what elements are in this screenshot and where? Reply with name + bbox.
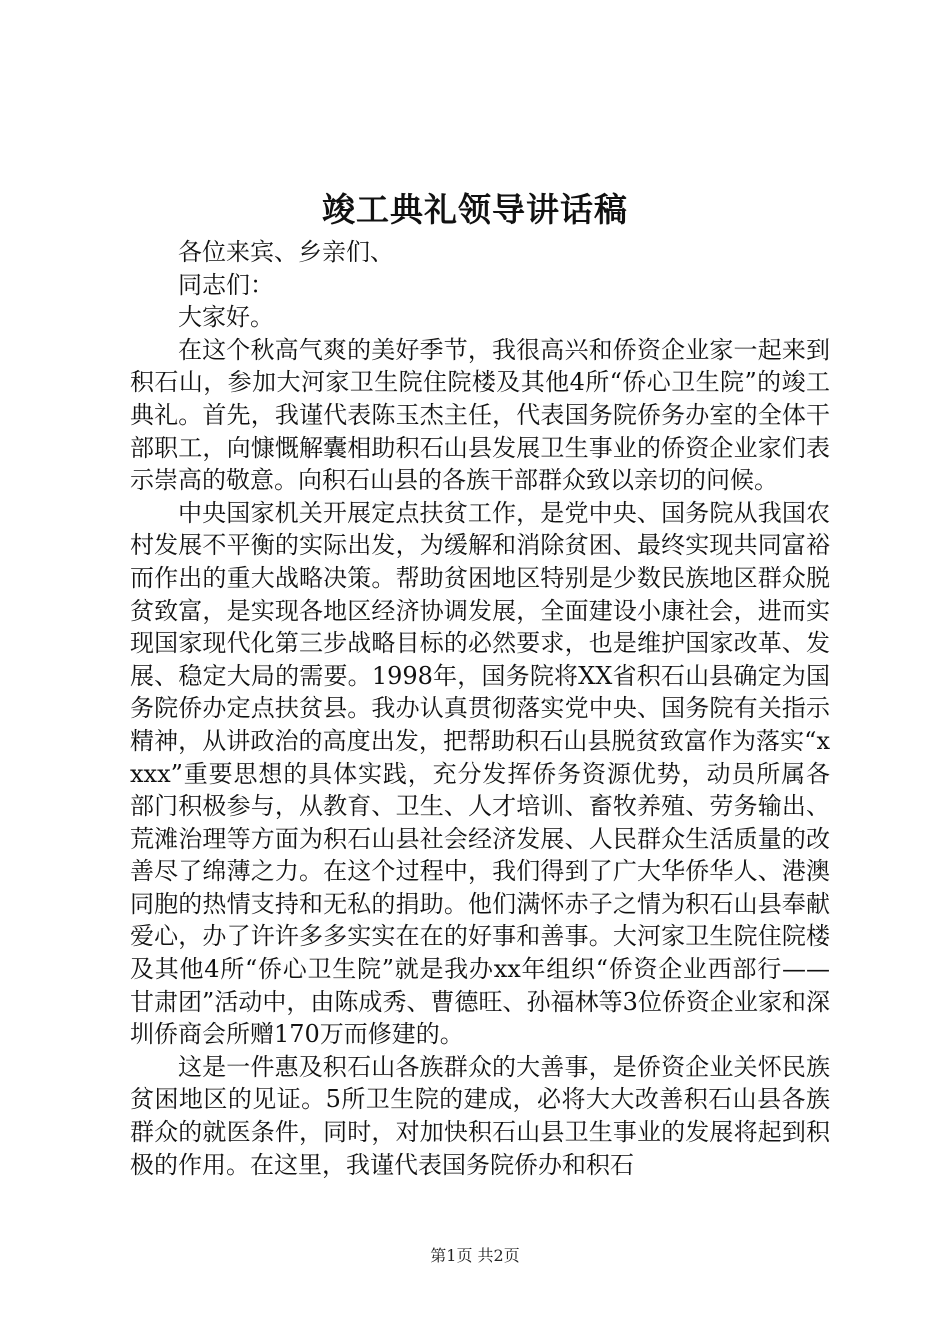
body-paragraph-2: 中央国家机关开展定点扶贫工作，是党中央、国务院从我国农村发展不平衡的实际出发，为缓解和消除贫困、最终实现共同富裕而作出的重大战略决策。帮助贫困地区特别是少数民族地区群众脱贫致富，是实现各地区经济协调发展，全面建设小康社会，进而实现国家现代化第三步战略目标的必然要求，也是维护国家改革、发展、稳定大局的需要。1998年，国务院将XX省积石山县确定为国务院侨办定点扶贫县。我办认真贯彻落实党中央、国务院有关指示精神，从讲政治的高度出发，把帮助积石山县脱贫致富作为落实“xxxx”重要思想的具体实践，充分发挥侨务资源优势，动员所属各部门积极参与，从教育、卫生、人才培训、畜牧养殖、劳务输出、荒滩治理等方面为积石山县社会经济发展、人民群众生活质量的改善尽了绵薄之力。在这个过程中，我们得到了广大华侨华人、港澳同胞的热情支持和无私的捐助。他们满怀赤子之情为积石山县奉献爱心，办了许许多多实实在在的好事和善事。大河家卫生院住院楼及其他4所“侨心卫生院”就是我办xx年组织“侨资企业西部行——甘肃团”活动中，由陈成秀、曹德旺、孙福林等3位侨资企业家和深圳侨商会所赠170万而修建的。 bbox=[130, 498, 830, 1049]
body-paragraph-3: 这是一件惠及积石山各族群众的大善事，是侨资企业关怀民族贫困地区的见证。5所卫生院的建成，必将大大改善积石山县各族群众的就医条件，同时，对加快积石山县卫生事业的发展将起到积极的作用。在这里，我谨代表国务院侨办和积石 bbox=[130, 1052, 830, 1179]
greeting-line: 大家好。 bbox=[178, 303, 274, 332]
body-paragraph-1: 在这个秋高气爽的美好季节，我很高兴和侨资企业家一起来到积石山，参加大河家卫生院住院楼及其他4所“侨心卫生院”的竣工典礼。首先，我谨代表陈玉杰主任，代表国务院侨务办室的全体干部职工，向慷慨解囊相助积石山县发展卫生事业的侨资企业家们表示崇高的敬意。向积石山县的各族干部群众致以亲切的问候。 bbox=[130, 335, 830, 495]
document-body bbox=[130, 236, 830, 1181]
salutation-line-1: 各位来宾、乡亲们、 bbox=[178, 238, 394, 266]
salutation-line-2: 同志们： bbox=[178, 270, 274, 299]
document-title: 竣工典礼领导讲话稿 bbox=[322, 190, 628, 229]
page-number: 第1页 共2页 bbox=[430, 1246, 520, 1265]
